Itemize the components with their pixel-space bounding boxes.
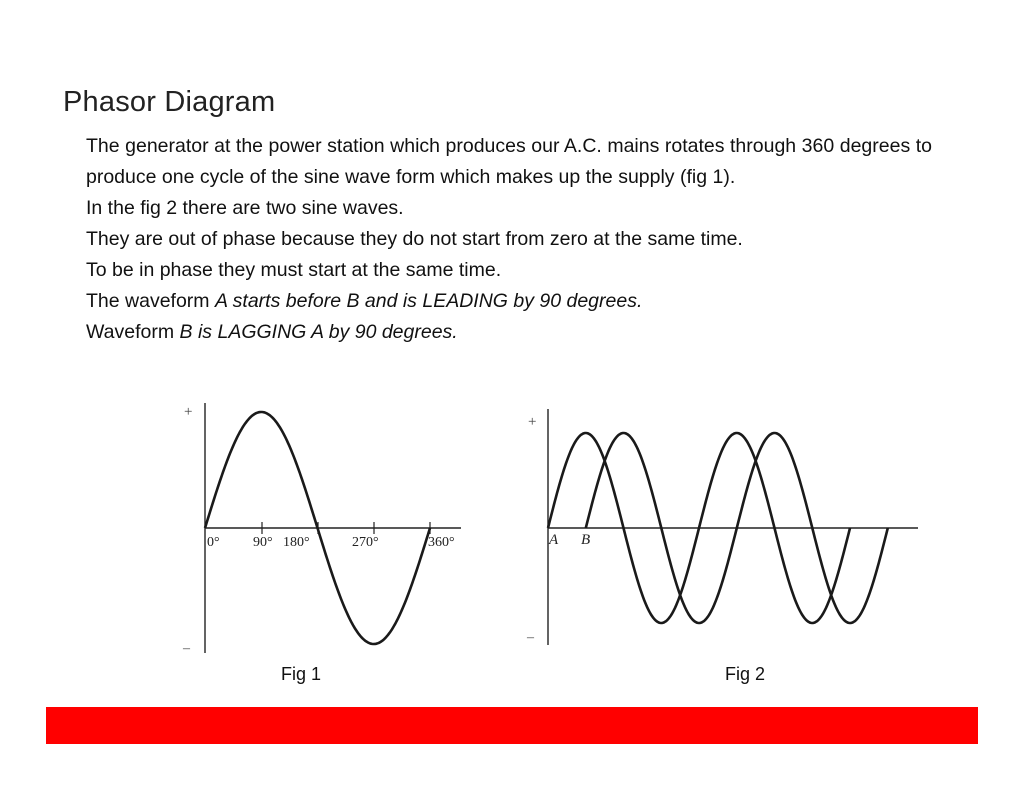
line-out-of-phase: They are out of phase because they do not start from zero at the same time.: [86, 228, 743, 250]
fig1-tick-label-360: 360°: [428, 535, 455, 550]
fig1-tick-label-90: 90°: [253, 535, 273, 550]
fig2-label-b: B: [581, 532, 591, 548]
leading-italic: A starts before B and is LEADING by 90 degrees.: [214, 290, 643, 312]
fig1-sine-wave-diagram: [176, 398, 476, 658]
fig2-plus-label: +: [528, 414, 537, 430]
paragraph-generator: The generator at the power station which produces our A.C. mains rotates through 360 degrees to produce one cycle of the sine wave form which makes up the supply (fig 1).: [86, 135, 932, 188]
fig2-phase-diagram: [520, 405, 924, 650]
slide-title: Phasor Diagram: [63, 86, 276, 118]
fig1-caption: Fig 1: [281, 664, 322, 684]
leading-prefix: The waveform: [86, 290, 215, 312]
fig2-label-a: A: [549, 532, 559, 548]
fig1-tick-label-270: 270°: [352, 535, 379, 550]
fig1-tick-label-0: 0°: [207, 535, 220, 550]
body-text: [86, 131, 932, 348]
line-lagging: [86, 317, 932, 348]
line-leading: [86, 286, 932, 317]
line-in-phase: To be in phase they must start at the same time.: [86, 259, 502, 281]
lagging-italic: B is LAGGING A by 90 degrees.: [179, 321, 458, 343]
footer-red-bar: [46, 707, 978, 744]
fig1-tick-label-180: 180°: [283, 535, 310, 550]
line-two-sine-waves: In the fig 2 there are two sine waves.: [86, 197, 404, 219]
fig1-plus-label: +: [184, 404, 193, 420]
fig2-caption: Fig 2: [725, 664, 766, 684]
lagging-prefix: Waveform: [86, 321, 180, 343]
fig2-minus-label: –: [527, 630, 534, 645]
fig1-minus-label: –: [183, 641, 190, 656]
